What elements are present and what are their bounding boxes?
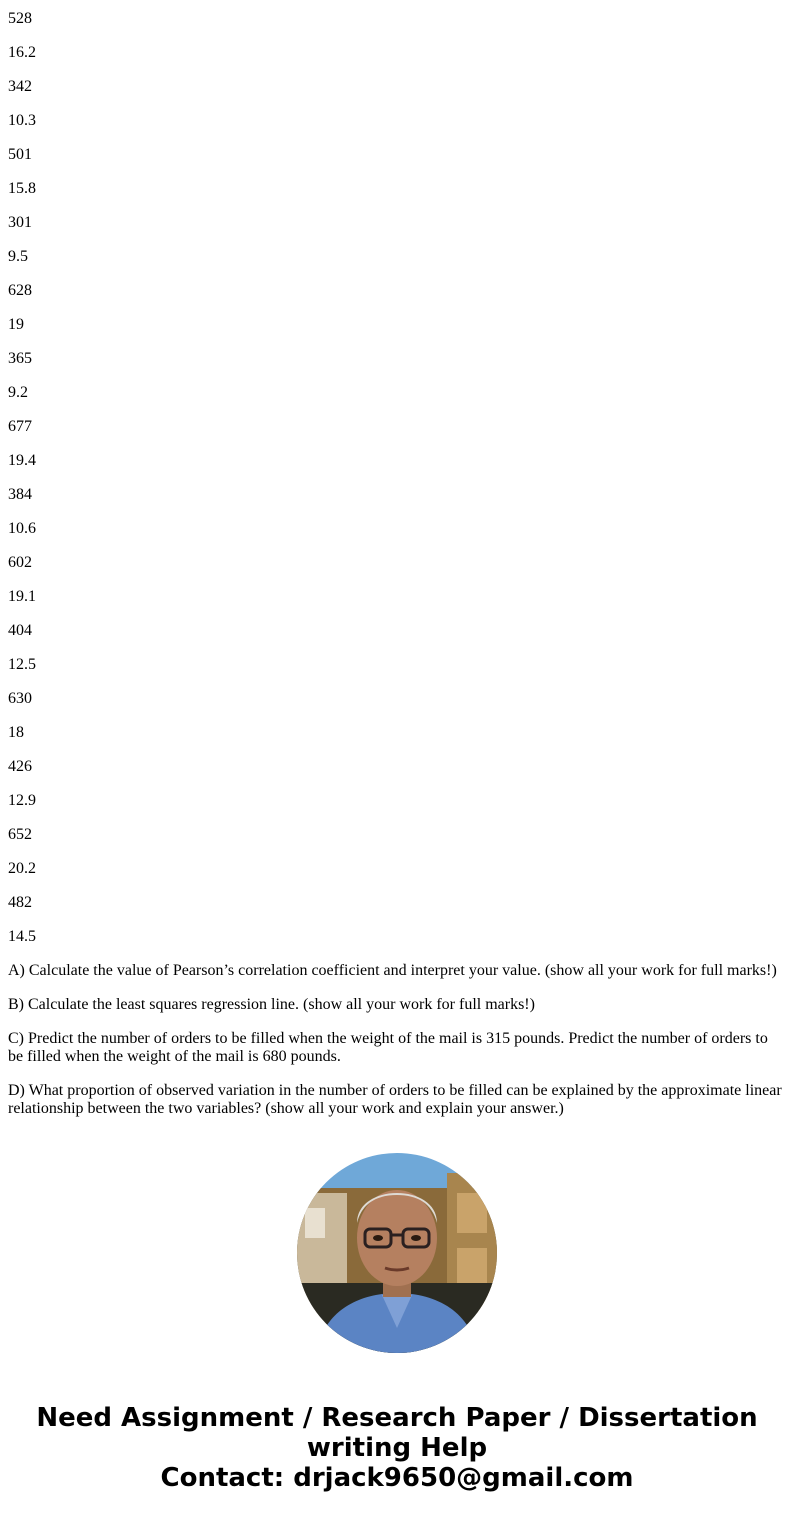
data-value: 16.2 <box>8 44 36 61</box>
data-value: 528 <box>8 10 32 27</box>
data-value: 19.4 <box>8 452 36 469</box>
question-d: D) What proportion of observed variation in the number of orders to be filled can be explained by the approximate linear relationship between the two variables? (show all your work and explain your answer.) <box>8 1082 782 1117</box>
data-value: 19 <box>8 316 24 333</box>
data-value: 365 <box>8 350 32 367</box>
data-value: 9.2 <box>8 384 28 401</box>
data-value: 630 <box>8 690 32 707</box>
data-value: 14.5 <box>8 928 36 945</box>
data-value: 628 <box>8 282 32 299</box>
footer-line-1: Need Assignment / Research Paper / Dissertation <box>36 1403 758 1433</box>
data-value: 602 <box>8 554 32 571</box>
data-value: 12.5 <box>8 656 36 673</box>
data-value: 501 <box>8 146 32 163</box>
data-value: 10.3 <box>8 112 36 129</box>
data-value: 15.8 <box>8 180 36 197</box>
question-c: C) Predict the number of orders to be filled when the weight of the mail is 315 pounds. Predict the number of orders to be filled when the weight of the mail is 680 pounds. <box>8 1030 768 1065</box>
footer-contact: Contact: drjack9650@gmail.com <box>160 1463 634 1493</box>
questions-list <box>8 962 786 1118</box>
data-values-list <box>8 0 786 946</box>
data-value: 19.1 <box>8 588 36 605</box>
footer-banner <box>0 1403 794 1493</box>
data-value: 426 <box>8 758 32 775</box>
data-value: 404 <box>8 622 32 639</box>
question-a: A) Calculate the value of Pearson’s correlation coefficient and interpret your value. (show all your work for full marks!) <box>8 962 777 979</box>
tutor-portrait-image <box>297 1153 497 1353</box>
data-value: 482 <box>8 894 32 911</box>
data-value: 652 <box>8 826 32 843</box>
question-b: B) Calculate the least squares regression line. (show all your work for full marks!) <box>8 996 535 1013</box>
data-value: 301 <box>8 214 32 231</box>
data-value: 342 <box>8 78 32 95</box>
data-value: 384 <box>8 486 32 503</box>
data-value: 18 <box>8 724 24 741</box>
data-value: 9.5 <box>8 248 28 265</box>
data-value: 10.6 <box>8 520 36 537</box>
data-value: 677 <box>8 418 32 435</box>
data-value: 12.9 <box>8 792 36 809</box>
data-value: 20.2 <box>8 860 36 877</box>
tutor-avatar <box>297 1153 497 1353</box>
footer-line-2: writing Help <box>306 1433 488 1463</box>
